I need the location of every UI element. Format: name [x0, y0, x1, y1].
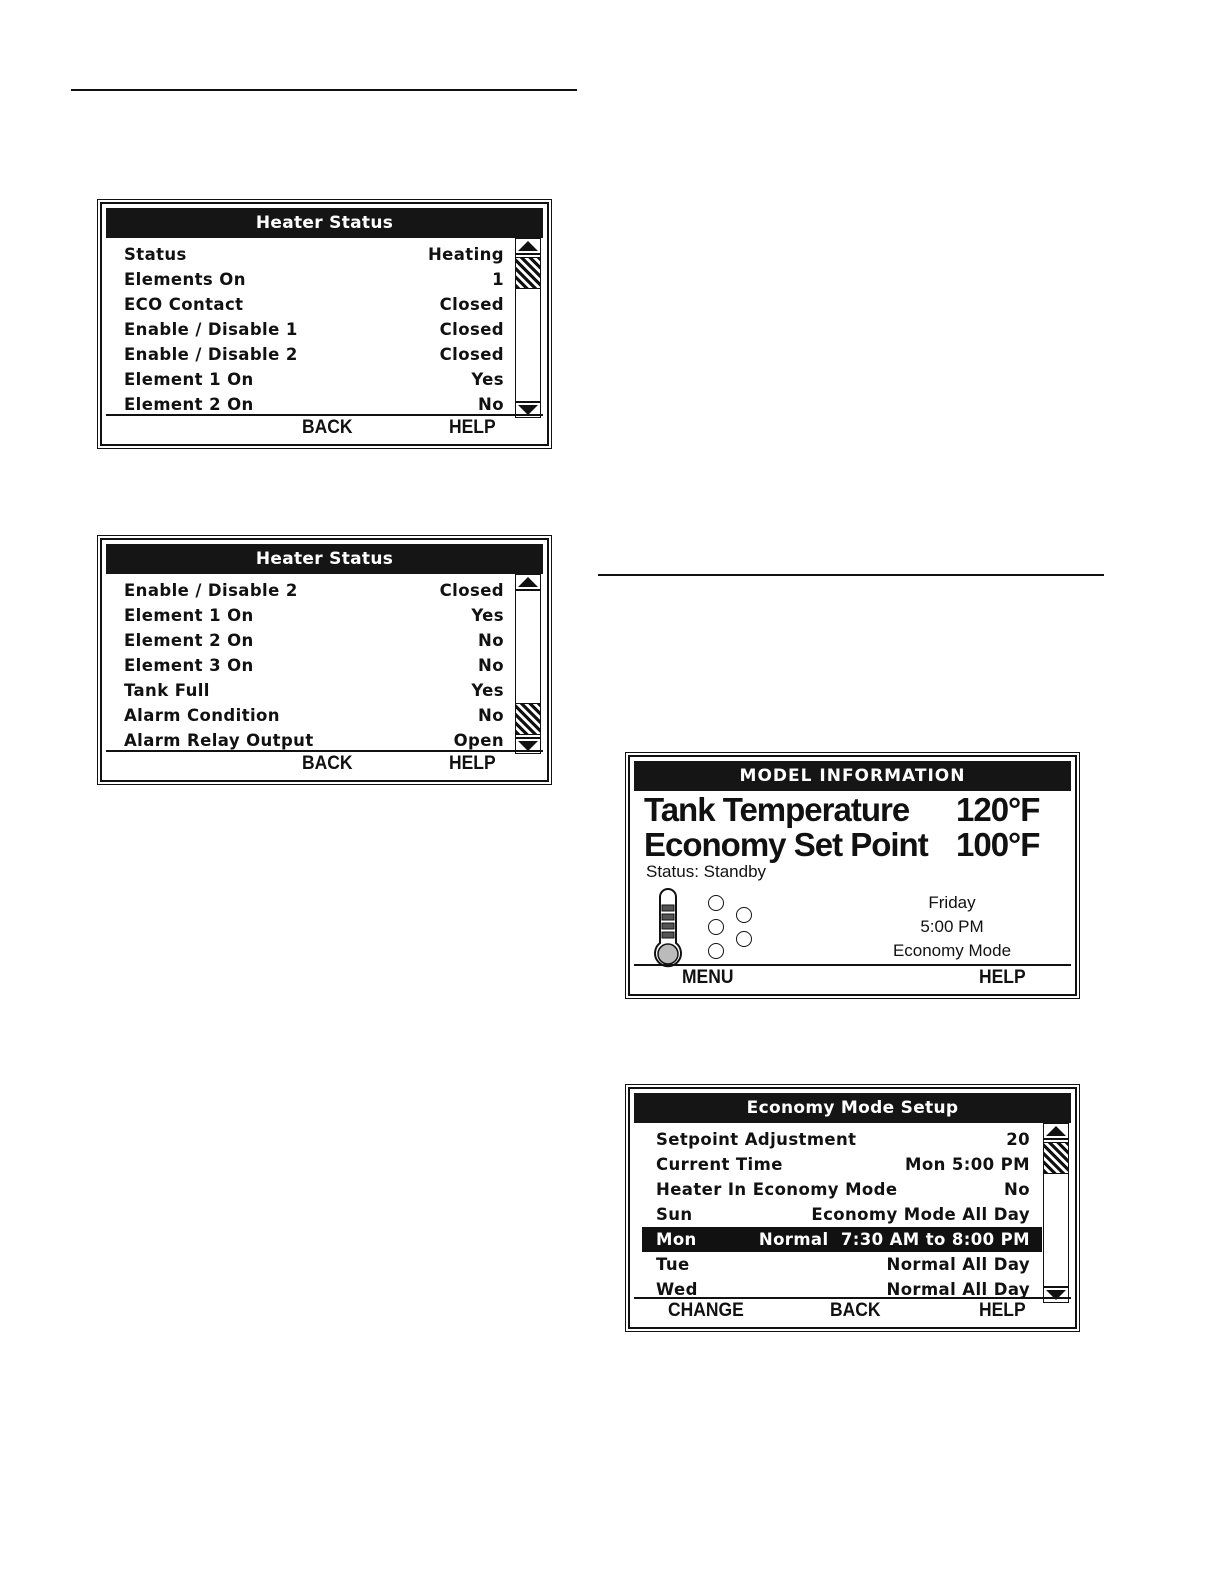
economy-set-point-value: 100°F	[956, 826, 1040, 863]
help-button[interactable]: HELP	[979, 1300, 1026, 1321]
list-item: Element 1 On Yes	[124, 370, 504, 389]
list-item: Status Heating	[124, 245, 504, 264]
list-item: Element 3 On No	[124, 656, 504, 675]
change-button[interactable]: CHANGE	[668, 1300, 744, 1321]
scrollbar[interactable]	[515, 574, 541, 754]
status-list	[124, 242, 504, 417]
list-item: ECO Contact Closed	[124, 295, 504, 314]
thermometer-icon	[650, 887, 686, 971]
list-item: Enable / Disable 1 Closed	[124, 320, 504, 339]
heater-status-screen-1	[100, 202, 549, 446]
status-list	[124, 578, 504, 753]
softkey-bar	[106, 750, 543, 776]
day-text: Friday	[928, 893, 976, 912]
time-text: 5:00 PM	[920, 917, 984, 936]
heater-status-screen-2	[100, 538, 549, 782]
scroll-thumb[interactable]	[1044, 1142, 1068, 1174]
menu-button[interactable]: MENU	[682, 967, 734, 988]
help-button[interactable]: HELP	[449, 417, 496, 438]
scroll-thumb[interactable]	[516, 257, 540, 289]
list-item: Enable / Disable 2 Closed	[124, 581, 504, 600]
status-text: Status: Standby	[646, 862, 767, 881]
list-item: Element 1 On Yes	[124, 606, 504, 625]
back-button[interactable]: BACK	[830, 1300, 881, 1321]
help-button[interactable]: HELP	[449, 753, 496, 774]
list-item: Alarm Condition No	[124, 706, 504, 725]
list-item[interactable]: Tue Normal All Day	[656, 1255, 1030, 1274]
scroll-up-arrow-icon[interactable]	[1046, 1126, 1066, 1136]
list-item[interactable]: Current Time Mon 5:00 PM	[656, 1155, 1030, 1174]
section-rule-left	[71, 89, 577, 91]
screen-title: Heater Status	[106, 544, 543, 574]
back-button[interactable]: BACK	[302, 417, 353, 438]
element-indicator-icon	[708, 895, 758, 965]
scrollbar[interactable]	[1043, 1123, 1069, 1303]
economy-mode-setup-screen	[628, 1087, 1077, 1329]
list-item: Alarm Relay Output Open	[124, 731, 504, 750]
model-information-screen	[628, 755, 1077, 996]
list-item: Elements On 1	[124, 270, 504, 289]
help-button[interactable]: HELP	[979, 967, 1026, 988]
list-item[interactable]: Setpoint Adjustment 20	[656, 1130, 1030, 1149]
scroll-thumb[interactable]	[516, 703, 540, 735]
softkey-bar	[106, 414, 543, 440]
list-item[interactable]: Heater In Economy Mode No	[656, 1180, 1030, 1199]
scroll-up-arrow-icon[interactable]	[518, 241, 538, 251]
screen-title: Heater Status	[106, 208, 543, 238]
scrollbar[interactable]	[515, 238, 541, 418]
section-rule-right	[598, 574, 1104, 576]
list-item-selected[interactable]: Mon Normal 7:30 AM to 8:00 PM	[642, 1227, 1042, 1252]
list-item: Enable / Disable 2 Closed	[124, 345, 504, 364]
scroll-up-arrow-icon[interactable]	[518, 577, 538, 587]
softkey-bar	[634, 964, 1071, 990]
screen-title: MODEL INFORMATION	[634, 761, 1071, 791]
settings-list	[656, 1127, 1030, 1302]
list-item[interactable]: Sun Economy Mode All Day	[656, 1205, 1030, 1224]
tank-temperature-value: 120°F	[956, 791, 1040, 828]
list-item: Element 2 On No	[124, 395, 504, 414]
list-item: Element 2 On No	[124, 631, 504, 650]
screen-title: Economy Mode Setup	[634, 1093, 1071, 1123]
list-item[interactable]: Wed Normal All Day	[656, 1280, 1030, 1299]
list-item: Tank Full Yes	[124, 681, 504, 700]
tank-temperature-label: Tank Temperature	[644, 791, 910, 828]
back-button[interactable]: BACK	[302, 753, 353, 774]
mode-text: Economy Mode	[892, 941, 1012, 960]
softkey-bar	[634, 1297, 1071, 1323]
economy-set-point-label: Economy Set Point	[644, 826, 928, 863]
